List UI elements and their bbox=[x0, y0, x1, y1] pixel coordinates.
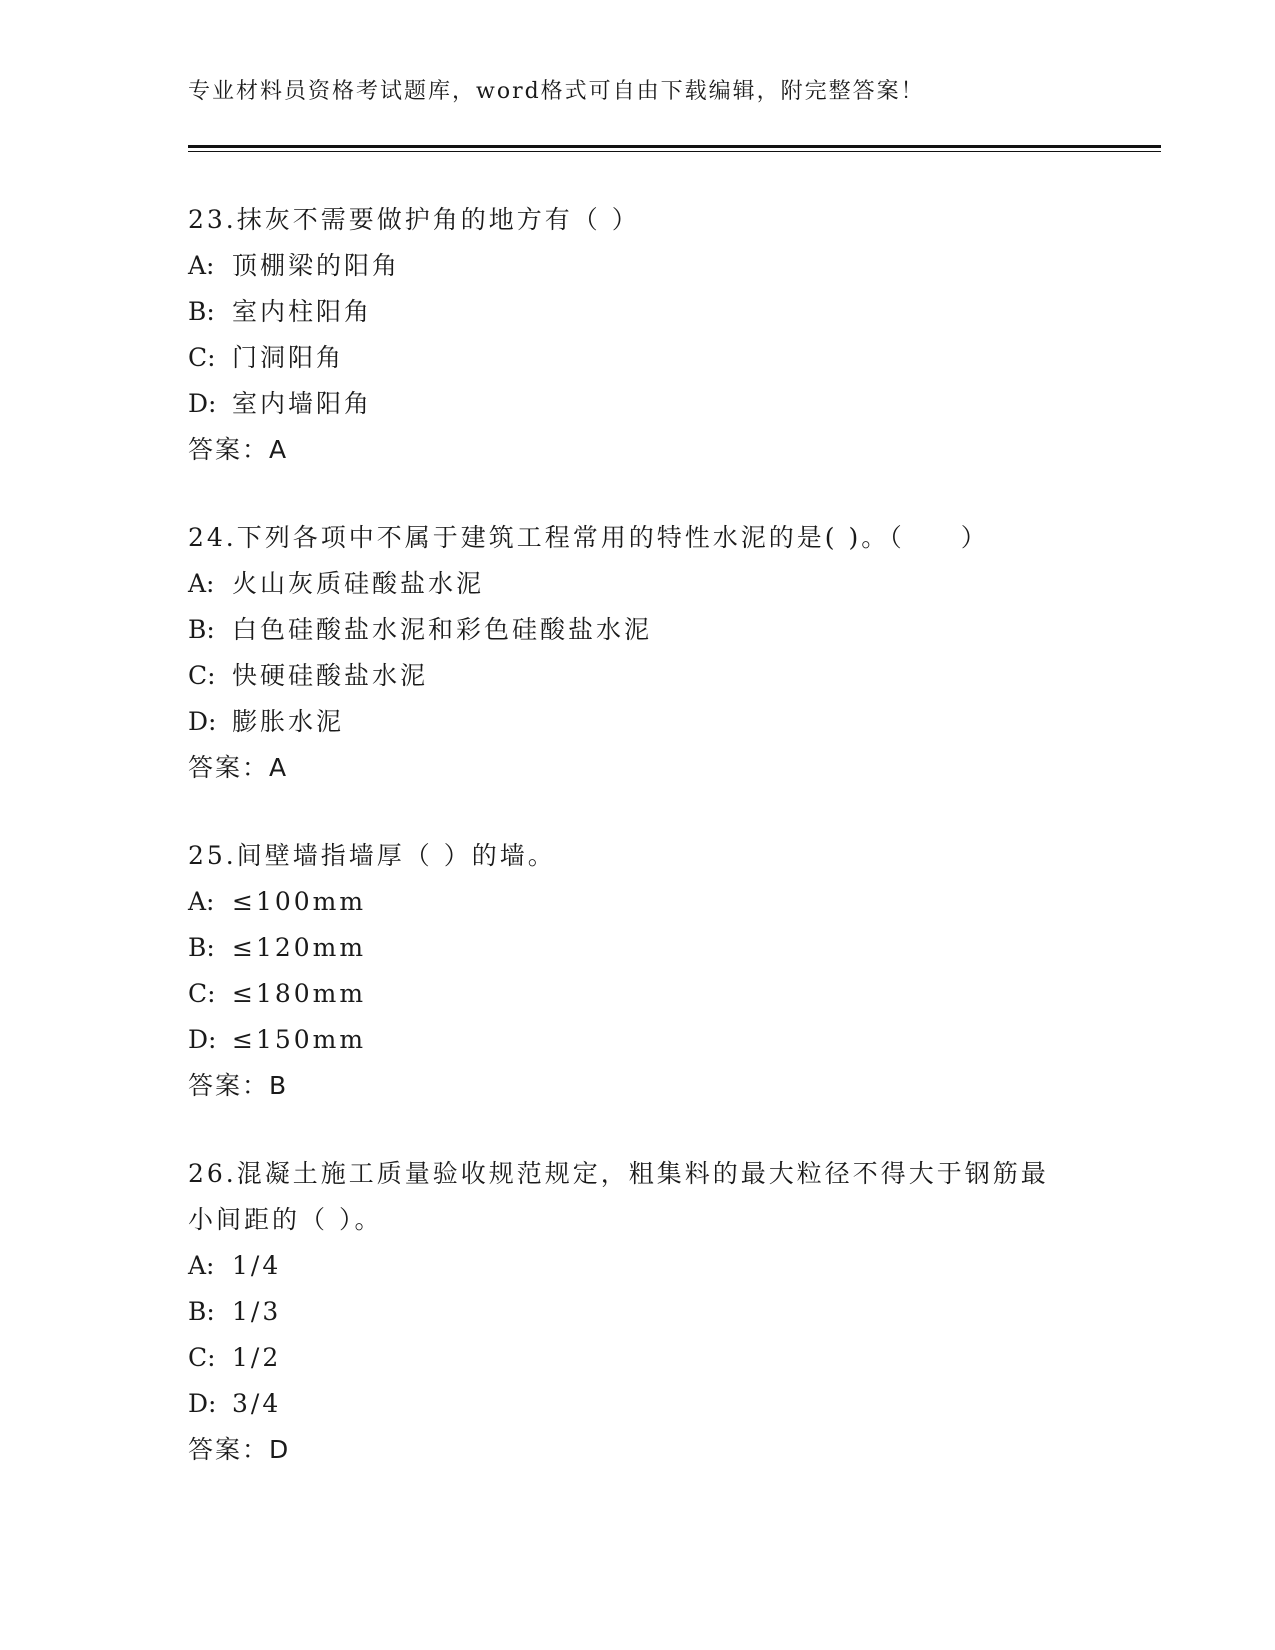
option-text: 膨胀水泥 bbox=[232, 707, 345, 736]
option-letter: A: bbox=[188, 887, 215, 916]
option-text: 快硬硅酸盐水泥 bbox=[232, 661, 429, 690]
option-letter: B: bbox=[188, 1297, 215, 1326]
option-text: 白色硅酸盐水泥和彩色硅酸盐水泥 bbox=[232, 615, 653, 644]
question-24 bbox=[188, 515, 1088, 791]
option-d bbox=[188, 1381, 1088, 1427]
question-stem-line-2: 小间距的（ ）。 bbox=[188, 1205, 383, 1234]
option-text: ≤180mm bbox=[232, 979, 367, 1008]
option-letter: D: bbox=[188, 1389, 217, 1418]
option-a bbox=[188, 561, 1088, 607]
answer-label: 答案：B bbox=[188, 1071, 289, 1100]
option-b bbox=[188, 607, 1088, 653]
option-text: 1/3 bbox=[232, 1297, 282, 1326]
option-b bbox=[188, 1289, 1088, 1335]
option-text: ≤120mm bbox=[232, 933, 367, 962]
option-a bbox=[188, 879, 1088, 925]
option-text: 3/4 bbox=[232, 1389, 282, 1418]
question-stem-line-1: 26.混凝土施工质量验收规范规定，粗集料的最大粒径不得大于钢筋最 bbox=[188, 1159, 1049, 1188]
option-text: 室内柱阳角 bbox=[232, 297, 373, 326]
option-letter: C: bbox=[188, 1343, 216, 1372]
header-divider-thick bbox=[188, 145, 1161, 148]
option-letter: D: bbox=[188, 389, 217, 418]
option-b bbox=[188, 925, 1088, 971]
question-stem: 23.抹灰不需要做护角的地方有（ ） bbox=[188, 205, 640, 234]
question-stem: 24.下列各项中不属于建筑工程常用的特性水泥的是( )。（ ） bbox=[188, 523, 989, 552]
option-text: ≤100mm bbox=[232, 887, 367, 916]
option-text: 1/4 bbox=[232, 1251, 282, 1280]
option-letter: C: bbox=[188, 343, 216, 372]
answer-label: 答案：A bbox=[188, 753, 289, 782]
option-c bbox=[188, 971, 1088, 1017]
option-letter: D: bbox=[188, 1025, 217, 1054]
question-stem: 25.间壁墙指墙厚（ ）的墙。 bbox=[188, 841, 556, 870]
answer-label: 答案：A bbox=[188, 435, 289, 464]
answer-label: 答案：D bbox=[188, 1435, 291, 1464]
option-text: 顶棚梁的阳角 bbox=[232, 251, 401, 280]
option-a bbox=[188, 1243, 1088, 1289]
option-text: 1/2 bbox=[232, 1343, 282, 1372]
option-letter: B: bbox=[188, 933, 215, 962]
option-letter: A: bbox=[188, 1251, 215, 1280]
option-c bbox=[188, 335, 1088, 381]
option-letter: B: bbox=[188, 297, 215, 326]
option-c bbox=[188, 653, 1088, 699]
option-letter: C: bbox=[188, 979, 216, 1008]
option-d bbox=[188, 699, 1088, 745]
option-letter: B: bbox=[188, 615, 215, 644]
option-text: 门洞阳角 bbox=[232, 343, 345, 372]
option-b bbox=[188, 289, 1088, 335]
header-divider-thin bbox=[188, 151, 1161, 152]
option-a bbox=[188, 243, 1088, 289]
option-letter: C: bbox=[188, 661, 216, 690]
option-letter: A: bbox=[188, 569, 215, 598]
option-text: 火山灰质硅酸盐水泥 bbox=[232, 569, 485, 598]
option-text: 室内墙阳角 bbox=[232, 389, 373, 418]
option-c bbox=[188, 1335, 1088, 1381]
option-letter: A: bbox=[188, 251, 215, 280]
option-text: ≤150mm bbox=[232, 1025, 367, 1054]
page-header: 专业材料员资格考试题库，word格式可自由下载编辑，附完整答案！ bbox=[188, 79, 925, 104]
option-letter: D: bbox=[188, 707, 217, 736]
question-26 bbox=[188, 1151, 1088, 1473]
question-23 bbox=[188, 197, 1088, 473]
option-d bbox=[188, 381, 1088, 427]
option-d bbox=[188, 1017, 1088, 1063]
question-25 bbox=[188, 833, 1088, 1109]
